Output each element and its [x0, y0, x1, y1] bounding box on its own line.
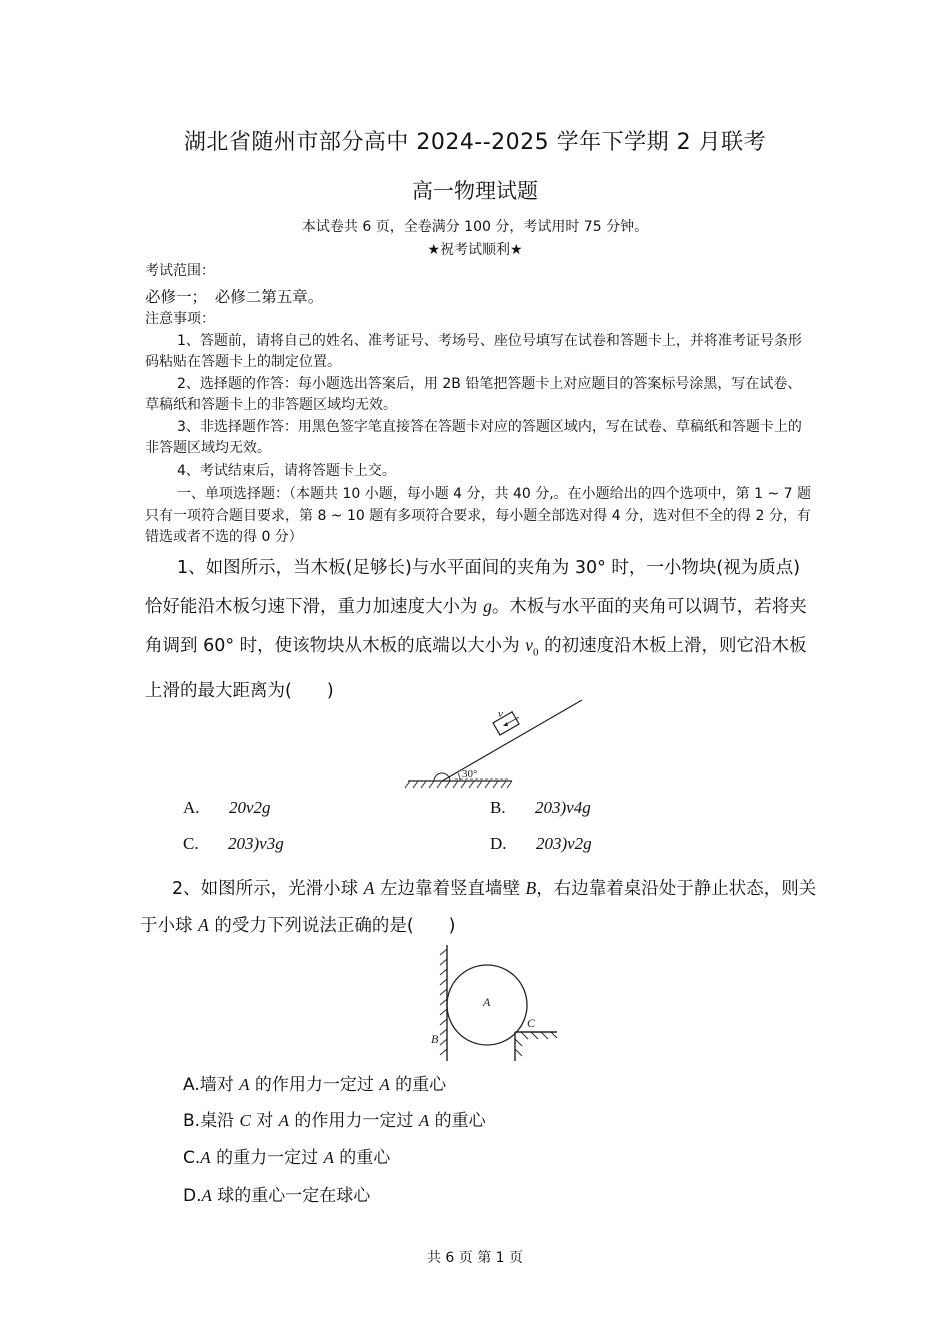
note-item-3: 3、非选择题作答：用黑色签字笔直接答在答题卡对应的答题区域内，写在试卷、草稿纸和答题卡上的非答题区域均无效。 — [145, 419, 802, 456]
q2-d-p1: D. — [183, 1186, 202, 1206]
q2-a-p2: 的作用力一定过 — [249, 1075, 380, 1095]
exam-info: 本试卷共 6 页，全卷满分 100 分，考试用时 75 分钟。 — [301, 219, 649, 235]
q2-text-a: 2、如图所示，光滑小球 — [172, 879, 364, 899]
q1-option-a-label: A. — [183, 798, 200, 817]
ground-hatching — [405, 781, 512, 788]
q1-text-a: 1、如图所示，当木板(足够长)与水平面间的夹角为 30° 时，一小物块(视为质点)恰好能沿木板匀速下滑，重力加速度大小为 — [145, 558, 801, 617]
q2-b-v2: A — [278, 1111, 290, 1130]
q2-b-p4: 的重心 — [429, 1111, 486, 1131]
question-2-stem — [140, 870, 820, 944]
q2-b-p1: B.桌沿 — [183, 1111, 240, 1131]
q2-a-v2: A — [379, 1075, 390, 1094]
q2-c-p3: 的重心 — [333, 1148, 391, 1168]
exam-subtitle: 高一物理试题 — [412, 179, 538, 203]
angle-arc — [458, 773, 460, 781]
angle-label: 30° — [462, 768, 478, 780]
q2-text-d: 的受力下列说法正确的是( ) — [208, 916, 456, 936]
q1-option-d[interactable] — [490, 834, 592, 854]
q2-option-a[interactable] — [183, 1070, 446, 1095]
q1-option-d-label: D. — [490, 834, 507, 853]
q2-option-c[interactable] — [183, 1143, 390, 1168]
question-1-stem — [145, 549, 815, 710]
q2-var-a1: A — [363, 878, 375, 898]
note-item-2: 2、选择题的作答：每小题选出答案后，用 2B 铅笔把答题卡上对应题目的答案标号涂黑，写在试卷、草稿纸和答题卡上的非答题区域均无效。 — [145, 376, 802, 413]
exam-wish: ★祝考试顺利★ — [427, 242, 523, 258]
q2-d-v1: A — [201, 1186, 212, 1205]
label-a: A — [483, 995, 491, 1009]
q2-b-v3: A — [418, 1111, 430, 1130]
q2-b-v1: C — [239, 1111, 251, 1130]
q1-option-b[interactable] — [490, 798, 591, 818]
q1-option-b-label: B. — [490, 798, 506, 817]
q2-a-v1: A — [239, 1075, 250, 1094]
q2-option-b[interactable] — [183, 1106, 486, 1131]
q2-a-p1: A.墙对 — [183, 1075, 240, 1095]
q1-text-c: 的初速度沿木板上滑，则它沿木板上滑的最大距离为( ) — [145, 636, 807, 701]
q2-c-v1: A — [200, 1148, 211, 1167]
q2-a-p3: 的重心 — [389, 1075, 447, 1095]
q2-var-b1: B — [525, 878, 537, 898]
q2-d-p2: 球的重心一定在球心 — [211, 1186, 371, 1206]
q2-var-a2: A — [198, 915, 209, 935]
velocity-label: v — [498, 708, 503, 720]
q2-c-v2: A — [323, 1148, 334, 1167]
q1-option-a-value: 20v2g — [228, 798, 271, 817]
note-item-4: 4、考试结束后，请将答题卡上交。 — [177, 463, 396, 479]
q2-text-b: 左边靠着竖直墙壁 — [374, 879, 526, 899]
page-footer: 共 6 页 第 1 页 — [426, 1250, 524, 1266]
q1-var-v0-sub: 0 — [533, 646, 539, 659]
q1-var-v0: v — [525, 635, 533, 655]
q2-text-c: ，右边靠着桌沿处于静止状态，则关于小球 — [140, 879, 817, 936]
q2-option-d[interactable] — [183, 1181, 370, 1206]
note-item-1: 1、答题前，请将自己的姓名、准考证号、考场号、座位号填写在试卷和答题卡上，并将准考证号条形码粘贴在答题卡上的制定位置。 — [145, 333, 802, 370]
table-hatching — [515, 1032, 557, 1056]
q2-b-p3: 的作用力一定过 — [289, 1111, 419, 1131]
label-b: B — [431, 1032, 439, 1046]
section-heading: 一、单项选择题：（本题共 10 小题，每小题 4 分，共 40 分,。在小题给出的四个选项中，第 1 ~ 7 题只有一项符合题目要求，第 8 ~ 10 题有多项符合要求，每小题全部选对得 4 分，选对但不全的得 2 分，有错选或者不选的得 0 分） — [145, 486, 812, 545]
q1-option-d-value: 203)v2g — [535, 834, 592, 853]
scope-label: 考试范围： — [145, 263, 215, 279]
q1-option-c[interactable] — [183, 834, 284, 854]
q1-option-c-value: 203)v3g — [228, 834, 284, 853]
incline-figure — [400, 695, 590, 790]
scope-content: 必修一； 必修二第五章。 — [145, 288, 324, 306]
wall-hatching — [440, 949, 447, 1055]
q1-option-c-label: C. — [183, 834, 199, 853]
q1-option-b-value: 203)v4g — [535, 798, 591, 817]
label-c: C — [527, 1016, 536, 1030]
notes-label: 注意事项： — [145, 311, 215, 327]
exam-title: 湖北省随州市部分高中 2024--2025 学年下学期 2 月联考 — [183, 130, 767, 155]
q1-text-b: 。木板与水平面的夹角可以调节，若将夹角调到 60° 时，使该物块从木板的底端以大小为 — [145, 597, 807, 656]
hinge — [434, 773, 450, 781]
q1-option-a[interactable] — [183, 798, 270, 818]
q2-b-p2: 对 — [250, 1111, 279, 1131]
q2-c-p1: C. — [183, 1148, 201, 1168]
q1-var-g: g — [483, 596, 492, 616]
ball-wall-figure — [425, 943, 560, 1068]
q2-c-p2: 的重力一定过 — [210, 1148, 324, 1168]
